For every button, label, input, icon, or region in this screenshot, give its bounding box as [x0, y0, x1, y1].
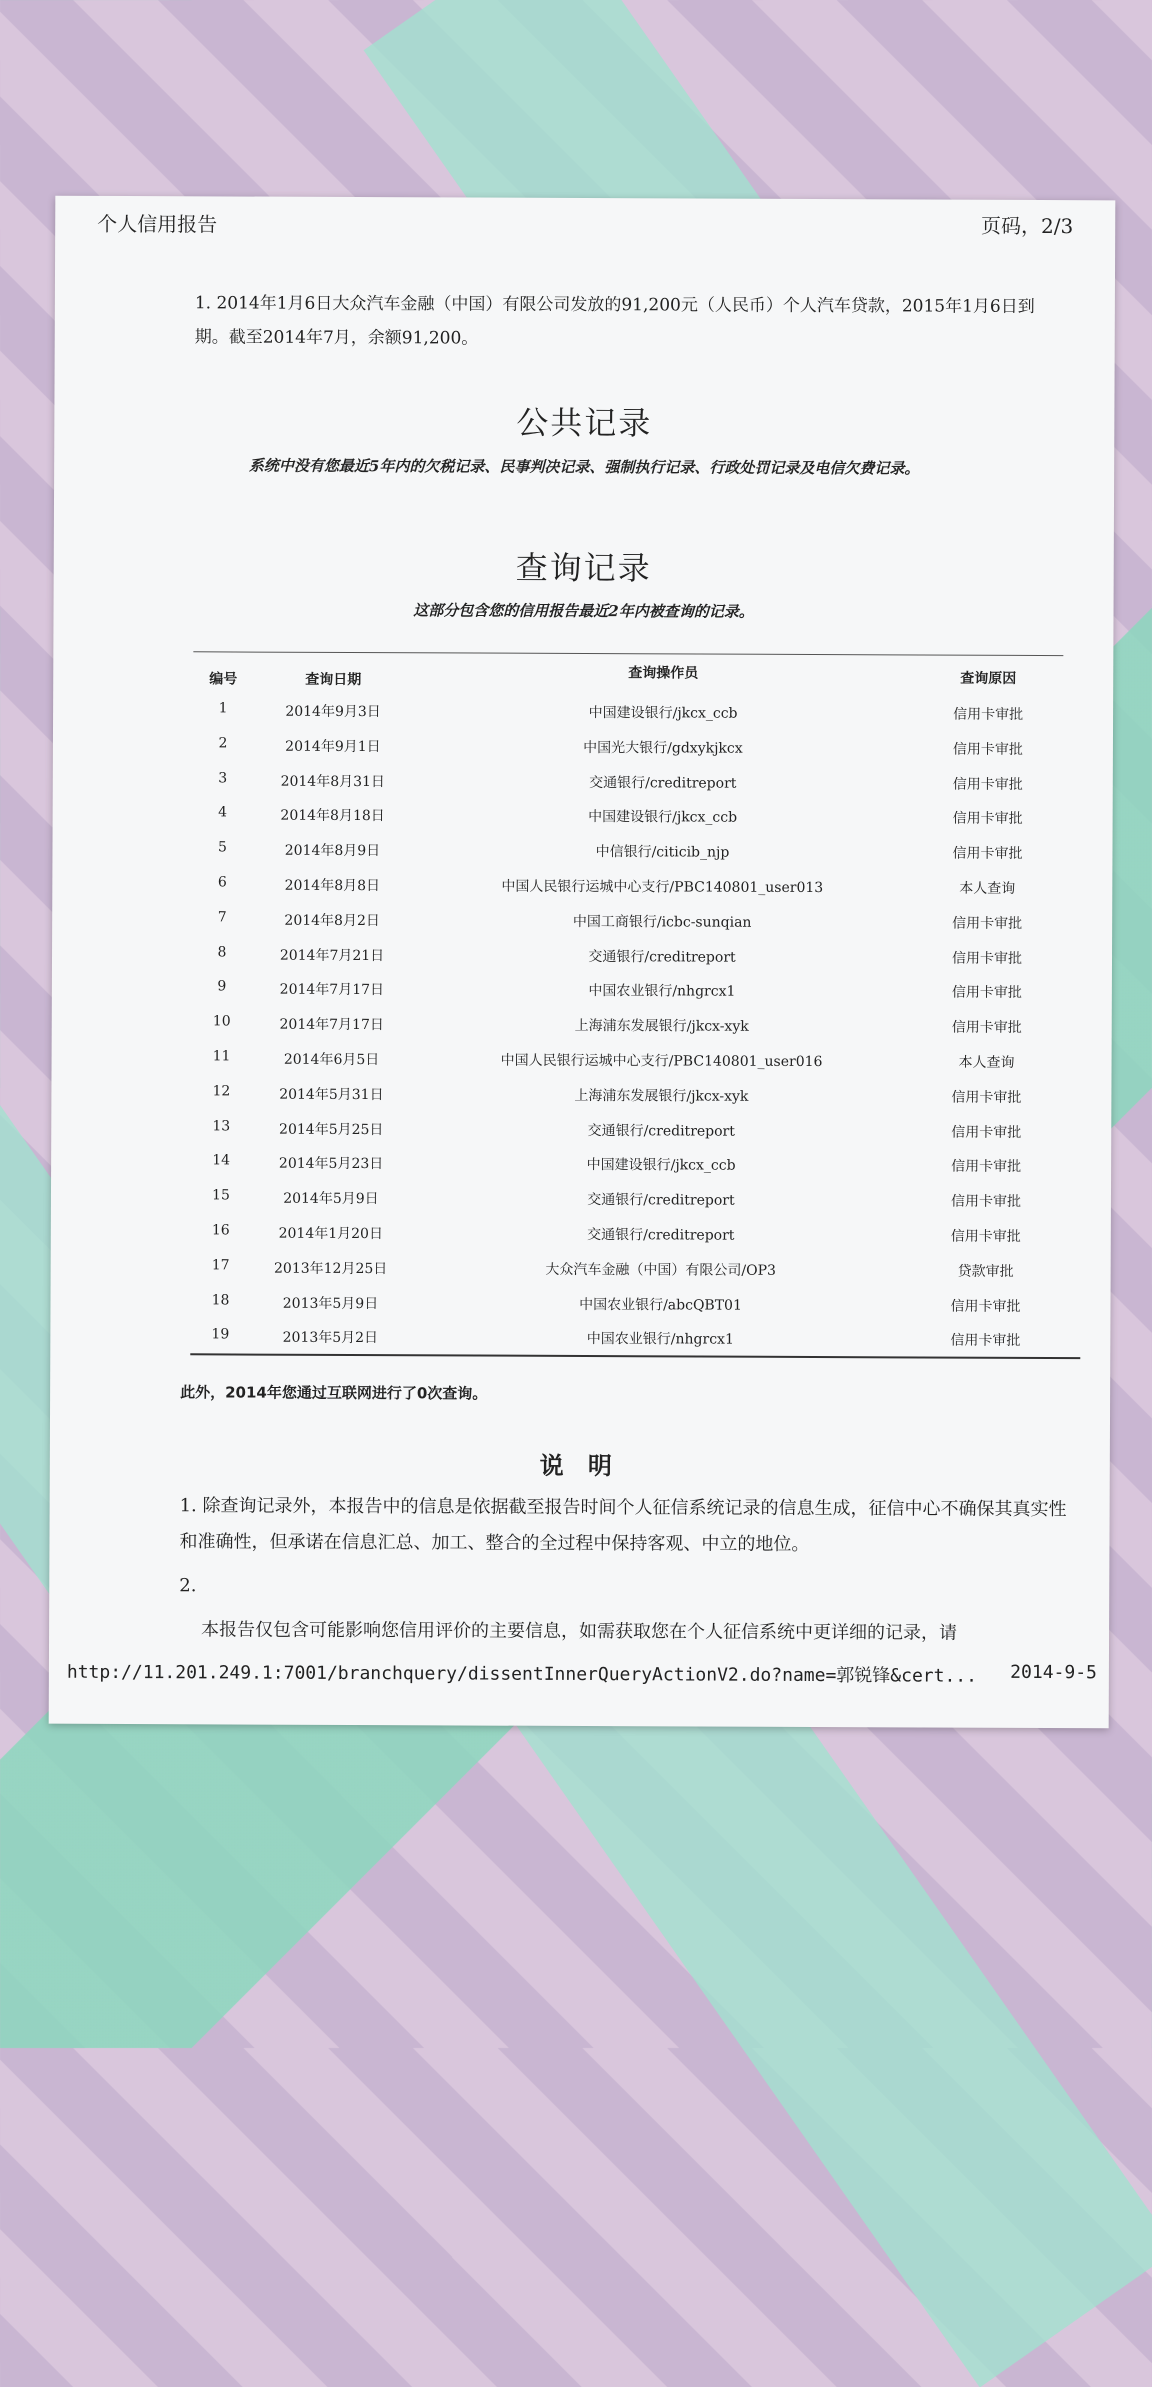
row-number: 6: [217, 874, 227, 891]
table-row: [193, 727, 1083, 766]
row-reason: 信用卡审批: [950, 1332, 1021, 1350]
row-number: 13: [212, 1117, 231, 1135]
row-reason: 信用卡审批: [952, 741, 1023, 758]
internet-query-note: 此外，2014年您通过互联网进行了0次查询。: [180, 1383, 488, 1403]
table-row: [192, 866, 1082, 905]
table-row: [192, 971, 1082, 1010]
row-operator: 上海浦东发展银行/jkcx-xyk: [574, 1087, 749, 1105]
row-operator: 中国农业银行/abcQBT01: [579, 1296, 742, 1314]
row-number: 7: [217, 909, 227, 926]
table-row: [191, 1075, 1081, 1114]
row-number: 9: [217, 978, 227, 995]
table-row: [192, 901, 1082, 940]
row-reason: 信用卡审批: [950, 1228, 1021, 1245]
explanation-item: 1. 除查询记录外，本报告中的信息是依据截至报告时间个人征信系统记录的信息生成，征信中心不确保其真实性和准确性，但承诺在信息汇总、加工、整合的全过程中保持客观、中立的地位。: [179, 1495, 1067, 1555]
row-number: 11: [212, 1048, 231, 1065]
row-number: 19: [211, 1326, 230, 1343]
query-records-title: 查询记录: [515, 548, 652, 588]
loan-record: 1. 2014年1月6日大众汽车金融（中国）有限公司发放的91,200元（人民币）个人汽车贷款，2015年1月6日到期。截至2014年7月，余额91,200。: [194, 293, 1035, 349]
row-reason: 信用卡审批: [950, 1193, 1021, 1211]
row-reason: 信用卡审批: [951, 1124, 1022, 1141]
row-reason: 信用卡审批: [951, 984, 1022, 1002]
row-number: 10: [212, 1013, 231, 1030]
row-reason: 信用卡审批: [951, 1158, 1022, 1176]
row-reason: 信用卡审批: [952, 845, 1023, 863]
row-operator: 中信银行/citicib_njp: [595, 844, 730, 861]
row-operator: 交通银行/creditreport: [588, 948, 736, 966]
row-number: 2: [218, 735, 228, 752]
row-reason: 信用卡审批: [952, 915, 1023, 932]
page-footer: [67, 1658, 1097, 1688]
table-row: [191, 1145, 1081, 1184]
row-reason: 信用卡审批: [951, 1019, 1022, 1037]
row-reason: 信用卡审批: [953, 706, 1024, 723]
explanation-item: 本报告仅包含可能影响您信用评价的主要信息，如需获取您在个人征信系统中更详细的记录，请: [201, 1619, 958, 1644]
row-date: 2014年8月31日: [280, 773, 385, 790]
row-date: 2013年5月9日: [282, 1295, 379, 1312]
table-row: [191, 1249, 1081, 1288]
row-date: 2014年5月31日: [279, 1086, 384, 1103]
col-header-number: 编号: [209, 671, 238, 688]
row-date: 2014年8月9日: [284, 842, 381, 860]
table-body: [190, 692, 1083, 1357]
row-date: 2013年5月2日: [282, 1330, 379, 1347]
public-records-title: 公共记录: [516, 403, 653, 443]
query-records-subtitle: 这部分包含您的信用报告最近2年内被查询的记录。: [413, 601, 754, 621]
row-operator: 中国工商银行/icbc-sunqian: [572, 913, 752, 931]
table-row: [192, 831, 1082, 870]
row-reason: 本人查询: [959, 880, 1016, 897]
row-date: 2014年8月8日: [284, 877, 381, 895]
row-operator: 中国农业银行/nhgrcx1: [588, 983, 736, 1001]
row-date: 2014年6月5日: [283, 1051, 380, 1069]
row-operator: 中国人民银行运城中心支行/PBC140801_user013: [501, 878, 824, 897]
credit-report-page: [49, 196, 1116, 1729]
row-date: 2014年8月2日: [284, 912, 380, 929]
row-operator: 中国人民银行运城中心支行/PBC140801_user016: [500, 1052, 823, 1071]
table-row: [191, 1214, 1081, 1253]
row-date: 2014年5月25日: [279, 1121, 384, 1138]
row-reason: 信用卡审批: [951, 950, 1023, 967]
row-date: 2014年7月17日: [279, 1016, 384, 1034]
table-row: [191, 1179, 1081, 1218]
table-row: [193, 797, 1083, 836]
row-operator: 中国建设银行/jkcx_ccb: [586, 1157, 736, 1175]
row-number: 12: [212, 1083, 231, 1100]
row-date: 2014年7月21日: [279, 947, 385, 964]
table-row: [191, 1110, 1081, 1149]
explanation-title: 说 明: [539, 1451, 621, 1481]
row-reason: 信用卡审批: [950, 1298, 1021, 1315]
col-header-date: 查询日期: [305, 671, 362, 689]
row-operator: 交通银行/creditreport: [587, 1226, 735, 1244]
row-operator: 大众汽车金融（中国）有限公司/OP3: [545, 1261, 776, 1279]
row-reason: 本人查询: [958, 1054, 1015, 1071]
row-date: 2014年1月20日: [278, 1225, 384, 1243]
row-reason: 信用卡审批: [952, 776, 1023, 793]
table-header: [193, 652, 1083, 696]
row-number: 3: [218, 770, 228, 787]
row-operator: 交通银行/creditreport: [587, 1192, 735, 1209]
row-number: 17: [211, 1257, 230, 1274]
row-reason: 信用卡审批: [951, 1089, 1022, 1106]
row-operator: 中国建设银行/jkcx_ccb: [588, 705, 738, 722]
row-number: 18: [211, 1291, 230, 1309]
row-number: 5: [217, 839, 227, 856]
table-row: [193, 762, 1083, 801]
table-row: [192, 936, 1082, 975]
table-row: [190, 1319, 1080, 1358]
row-date: 2013年12月25日: [273, 1260, 388, 1277]
row-date: 2014年5月9日: [283, 1190, 379, 1208]
row-reason: 信用卡审批: [952, 811, 1023, 828]
col-header-operator: 查询操作员: [628, 665, 699, 682]
query-records-table: [190, 651, 1083, 1359]
row-operator: 上海浦东发展银行/jkcx-xyk: [574, 1018, 749, 1035]
public-records-subtitle: 系统中没有您最近5年内的欠税记录、民事判决记录、强制执行记录、行政处罚记录及电信欠费记录。: [248, 456, 920, 478]
col-header-reason: 查询原因: [960, 670, 1017, 687]
row-number: 4: [218, 804, 228, 821]
row-number: 8: [217, 943, 227, 961]
row-number: 15: [212, 1187, 230, 1204]
report-title: 个人信用报告: [97, 211, 218, 237]
row-date: 2014年9月1日: [285, 738, 381, 755]
row-number: 1: [218, 700, 228, 717]
row-operator: 交通银行/creditreport: [589, 774, 737, 792]
table-row: [190, 1284, 1080, 1323]
table-row: [193, 692, 1083, 731]
page-number: 页码，2/3: [980, 213, 1074, 239]
footer-url: http://11.201.249.1:7001/branchquery/dissentInnerQueryActionV2.do?name=郭锐锋&cert...: [66, 1661, 978, 1687]
row-operator: 中国建设银行/jkcx_ccb: [588, 809, 738, 827]
row-number: 16: [211, 1222, 230, 1239]
table-row: [192, 1040, 1082, 1079]
row-operator: 交通银行/creditreport: [587, 1122, 735, 1140]
explanation-body: [179, 1488, 1080, 1660]
row-date: 2014年9月3日: [285, 703, 381, 721]
row-date: 2014年5月23日: [278, 1156, 384, 1173]
row-number: 14: [212, 1152, 231, 1169]
footer-date: 2014-9-5: [1010, 1661, 1097, 1684]
row-operator: 中国农业银行/nhgrcx1: [586, 1331, 734, 1349]
row-date: 2014年7月17日: [279, 982, 385, 999]
explanation-item: 2.: [179, 1575, 197, 1597]
row-operator: 中国光大银行/gdxykjkcx: [583, 739, 743, 757]
table-row: [192, 1005, 1082, 1044]
row-reason: 贷款审批: [957, 1263, 1014, 1280]
row-date: 2014年8月18日: [280, 808, 385, 825]
